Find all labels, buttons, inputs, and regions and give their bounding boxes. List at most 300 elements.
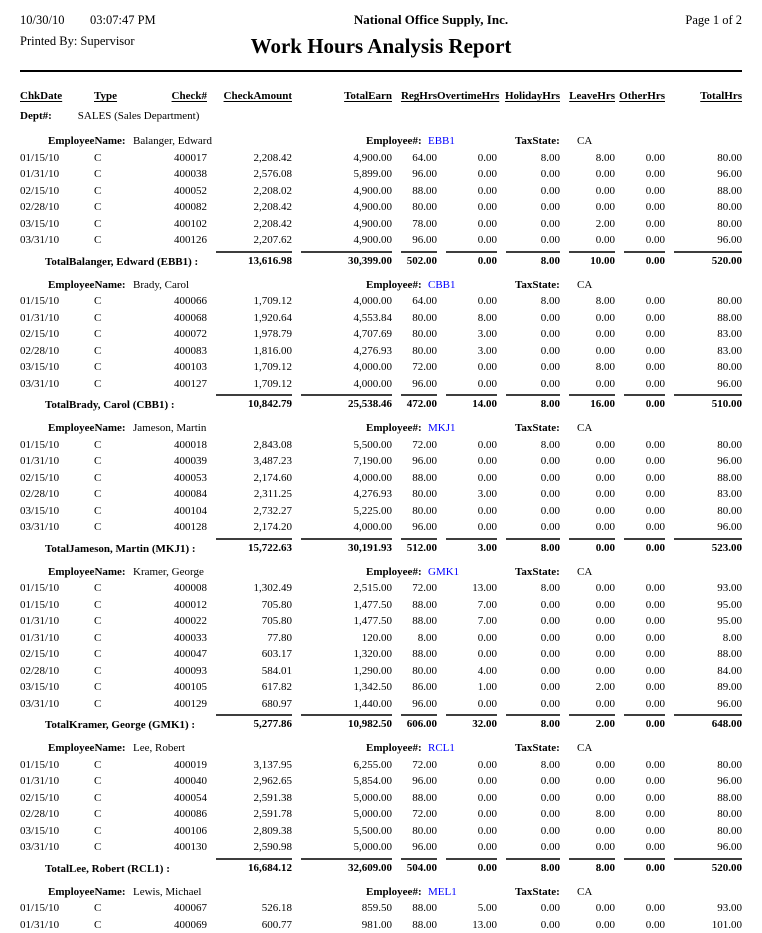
employee-total-label: TotalBrady, Carol (CBB1) : [20,398,207,413]
total-earn-cell: 5,500.00 [292,823,392,840]
holiday-hrs-cell: 0.00 [497,823,560,840]
overtime-hrs-cell: 3.00 [437,326,497,343]
check-amount-cell: 2,590.98 [207,839,292,856]
holiday-hrs-cell: 0.00 [497,806,560,823]
check-number-cell: 400022 [128,613,207,630]
detail-row [20,839,742,856]
total-value: 15,722.63 [216,538,292,556]
type-cell: C [82,663,128,680]
reg-hrs-cell: 80.00 [392,486,437,503]
detail-row [20,823,742,840]
chk-date-cell: 01/15/10 [20,757,82,774]
reg-hrs-cell: 88.00 [392,597,437,614]
check-amount-cell: 1,709.12 [207,359,292,376]
check-number-cell: 400039 [128,453,207,470]
reg-hrs-cell: 86.00 [392,679,437,696]
check-amount-cell: 617.82 [207,679,292,696]
leave-hrs-cell: 0.00 [560,166,615,183]
other-hrs-cell: 0.00 [615,839,665,856]
employee-section [20,277,742,414]
reg-hrs-cell: 72.00 [392,806,437,823]
total-hrs-cell: 93.00 [665,580,742,597]
total-value: 0.00 [624,858,665,876]
leave-hrs-cell: 0.00 [560,613,615,630]
check-number-cell: 400038 [128,166,207,183]
employee-number-label: Employee#: [366,277,422,294]
other-hrs-cell: 0.00 [615,359,665,376]
type-cell: C [82,232,128,249]
type-cell: C [82,646,128,663]
total-earn-cell: 1,320.00 [292,646,392,663]
check-number-cell: 400105 [128,679,207,696]
detail-row [20,343,742,360]
employee-number-label: Employee#: [366,884,422,901]
holiday-hrs-cell: 0.00 [497,199,560,216]
total-total-hrs-cell [665,394,742,413]
check-amount-cell: 3,137.95 [207,757,292,774]
employee-total-row [20,394,742,413]
tax-state-value: CA [577,133,592,150]
total-hrs-cell: 80.00 [665,216,742,233]
check-amount-cell: 2,576.08 [207,166,292,183]
check-number-cell: 400019 [128,757,207,774]
reg-hrs-cell: 80.00 [392,310,437,327]
total-earn-cell: 120.00 [292,630,392,647]
chk-date-cell: 02/15/10 [20,326,82,343]
leave-hrs-cell: 0.00 [560,646,615,663]
detail-row [20,470,742,487]
type-cell: C [82,613,128,630]
other-hrs-cell: 0.00 [615,663,665,680]
holiday-hrs-cell: 0.00 [497,917,560,933]
col-header-reg-hrs: RegHrs [392,87,437,106]
check-amount-cell: 584.01 [207,663,292,680]
overtime-hrs-cell: 0.00 [437,630,497,647]
check-amount-cell: 2,207.62 [207,232,292,249]
overtime-hrs-cell: 0.00 [437,183,497,200]
page-number: Page 1 of 2 [632,13,742,28]
employee-number-link[interactable]: MEL1 [428,884,457,901]
total-value: 512.00 [401,538,437,556]
total-earn-cell: 1,477.50 [292,613,392,630]
overtime-hrs-cell: 0.00 [437,839,497,856]
total-hrs-cell: 83.00 [665,486,742,503]
report-date: 10/30/10 [20,13,90,28]
reg-hrs-cell: 88.00 [392,613,437,630]
reg-hrs-cell: 78.00 [392,216,437,233]
total-earn-cell: 4,900.00 [292,232,392,249]
employee-section [20,740,742,877]
other-hrs-cell: 0.00 [615,199,665,216]
total-hrs-cell: 80.00 [665,757,742,774]
check-amount-cell: 2,809.38 [207,823,292,840]
check-number-cell: 400018 [128,437,207,454]
holiday-hrs-cell: 0.00 [497,663,560,680]
check-amount-cell: 1,709.12 [207,376,292,393]
total-hrs-cell: 80.00 [665,199,742,216]
detail-row [20,376,742,393]
leave-hrs-cell: 8.00 [560,150,615,167]
check-amount-cell: 2,843.08 [207,437,292,454]
total-leave-hrs-cell [560,858,615,877]
total-hrs-cell: 96.00 [665,232,742,249]
total-earn-cell: 981.00 [292,917,392,933]
total-other-hrs-cell [615,251,665,270]
other-hrs-cell: 0.00 [615,166,665,183]
total-holiday-hrs-cell [497,858,560,877]
check-number-cell: 400106 [128,823,207,840]
total-value: 520.00 [674,858,742,876]
type-cell: C [82,823,128,840]
check-number-cell: 400033 [128,630,207,647]
total-hrs-cell: 80.00 [665,293,742,310]
overtime-hrs-cell: 3.00 [437,486,497,503]
col-header-holiday-hrs: HolidayHrs [497,87,560,106]
employee-number-link[interactable]: RCL1 [428,740,455,757]
detail-row [20,806,742,823]
total-hrs-cell: 96.00 [665,839,742,856]
check-number-cell: 400129 [128,696,207,713]
total-hrs-cell: 8.00 [665,630,742,647]
employee-sections [20,133,742,933]
overtime-hrs-cell: 0.00 [437,503,497,520]
dept-label: Dept#: [20,110,52,122]
total-total-hrs-cell [665,251,742,270]
employee-name-label: EmployeeName: [48,420,126,437]
type-cell: C [82,580,128,597]
total-total-earn-cell [292,538,392,557]
company-name: National Office Supply, Inc. [230,12,632,28]
check-number-cell: 400054 [128,790,207,807]
reg-hrs-cell: 80.00 [392,663,437,680]
total-value: 10.00 [569,251,615,269]
holiday-hrs-cell: 0.00 [497,900,560,917]
type-cell: C [82,437,128,454]
leave-hrs-cell: 0.00 [560,183,615,200]
printed-by: Printed By: Supervisor [20,34,135,49]
col-header-overtime-hrs: OvertimeHrs [437,87,497,106]
check-amount-cell: 1,978.79 [207,326,292,343]
holiday-hrs-cell: 0.00 [497,453,560,470]
other-hrs-cell: 0.00 [615,580,665,597]
check-number-cell: 400068 [128,310,207,327]
total-hrs-cell: 80.00 [665,806,742,823]
total-holiday-hrs-cell [497,714,560,733]
col-header-other-hrs: OtherHrs [615,87,665,106]
report-title: Work Hours Analysis Report [20,34,742,59]
other-hrs-cell: 0.00 [615,470,665,487]
total-hrs-cell: 80.00 [665,503,742,520]
check-amount-cell: 2,591.78 [207,806,292,823]
reg-hrs-cell: 96.00 [392,839,437,856]
chk-date-cell: 01/15/10 [20,900,82,917]
employee-header-row [20,564,742,581]
type-cell: C [82,326,128,343]
other-hrs-cell: 0.00 [615,216,665,233]
other-hrs-cell: 0.00 [615,376,665,393]
reg-hrs-cell: 64.00 [392,293,437,310]
total-value: 25,538.46 [301,394,392,412]
chk-date-cell: 03/15/10 [20,359,82,376]
total-value: 472.00 [401,394,437,412]
tax-state-value: CA [577,740,592,757]
total-earn-cell: 5,000.00 [292,806,392,823]
chk-date-cell: 02/28/10 [20,343,82,360]
reg-hrs-cell: 96.00 [392,519,437,536]
detail-row [20,326,742,343]
chk-date-cell: 03/31/10 [20,376,82,393]
reg-hrs-cell: 72.00 [392,437,437,454]
detail-row [20,663,742,680]
overtime-hrs-cell: 0.00 [437,470,497,487]
check-amount-cell: 3,487.23 [207,453,292,470]
check-amount-cell: 705.80 [207,597,292,614]
tax-state-label: TaxState: [515,277,560,294]
reg-hrs-cell: 80.00 [392,503,437,520]
detail-row [20,630,742,647]
col-header-total-earn: TotalEarn [292,87,392,106]
leave-hrs-cell: 2.00 [560,216,615,233]
check-amount-cell: 2,174.60 [207,470,292,487]
employee-number-link[interactable]: MKJ1 [428,420,456,437]
type-cell: C [82,757,128,774]
total-hrs-cell: 93.00 [665,900,742,917]
holiday-hrs-cell: 0.00 [497,597,560,614]
total-value: 8.00 [506,394,560,412]
check-number-cell: 400067 [128,900,207,917]
total-reg-hrs-cell [392,538,437,557]
holiday-hrs-cell: 0.00 [497,359,560,376]
chk-date-cell: 03/15/10 [20,503,82,520]
overtime-hrs-cell: 13.00 [437,580,497,597]
other-hrs-cell: 0.00 [615,150,665,167]
type-cell: C [82,519,128,536]
employee-number-label: Employee#: [366,740,422,757]
other-hrs-cell: 0.00 [615,437,665,454]
type-cell: C [82,806,128,823]
total-reg-hrs-cell [392,714,437,733]
check-amount-cell: 2,208.02 [207,183,292,200]
employee-header-row [20,884,742,901]
employee-name-value: Lewis, Michael [133,884,201,901]
check-number-cell: 400047 [128,646,207,663]
chk-date-cell: 03/31/10 [20,696,82,713]
total-value: 32.00 [446,714,497,732]
detail-row [20,613,742,630]
holiday-hrs-cell: 0.00 [497,326,560,343]
total-hrs-cell: 96.00 [665,453,742,470]
type-cell: C [82,503,128,520]
detail-row [20,453,742,470]
employee-total-label: TotalBalanger, Edward (EBB1) : [20,255,207,270]
total-total-earn-cell [292,858,392,877]
holiday-hrs-cell: 0.00 [497,183,560,200]
detail-row [20,183,742,200]
detail-row [20,900,742,917]
total-hrs-cell: 95.00 [665,597,742,614]
reg-hrs-cell: 88.00 [392,470,437,487]
reg-hrs-cell: 72.00 [392,757,437,774]
employee-number-link[interactable]: CBB1 [428,277,456,294]
overtime-hrs-cell: 0.00 [437,359,497,376]
total-holiday-hrs-cell [497,538,560,557]
detail-row [20,773,742,790]
overtime-hrs-cell: 3.00 [437,343,497,360]
type-cell: C [82,343,128,360]
leave-hrs-cell: 0.00 [560,519,615,536]
chk-date-cell: 02/28/10 [20,486,82,503]
detail-row [20,293,742,310]
type-cell: C [82,900,128,917]
column-header-row [20,87,742,106]
leave-hrs-cell: 0.00 [560,232,615,249]
holiday-hrs-cell: 0.00 [497,696,560,713]
employee-total-row [20,858,742,877]
total-value: 16.00 [569,394,615,412]
type-cell: C [82,917,128,933]
employee-name-value: Jameson, Martin [133,420,206,437]
holiday-hrs-cell: 0.00 [497,343,560,360]
check-number-cell: 400093 [128,663,207,680]
total-leave-hrs-cell [560,394,615,413]
total-value: 8.00 [569,858,615,876]
total-value: 648.00 [674,714,742,732]
check-amount-cell: 680.97 [207,696,292,713]
other-hrs-cell: 0.00 [615,900,665,917]
detail-row [20,359,742,376]
leave-hrs-cell: 0.00 [560,597,615,614]
total-overtime-hrs-cell [437,538,497,557]
check-number-cell: 400104 [128,503,207,520]
total-value: 520.00 [674,251,742,269]
holiday-hrs-cell: 8.00 [497,293,560,310]
other-hrs-cell: 0.00 [615,696,665,713]
chk-date-cell: 03/15/10 [20,823,82,840]
type-cell: C [82,166,128,183]
total-value: 8.00 [506,251,560,269]
report-time: 03:07:47 PM [90,13,156,28]
chk-date-cell: 01/15/10 [20,597,82,614]
holiday-hrs-cell: 8.00 [497,580,560,597]
total-value: 606.00 [401,714,437,732]
check-number-cell: 400086 [128,806,207,823]
detail-row [20,503,742,520]
detail-row [20,310,742,327]
total-overtime-hrs-cell [437,858,497,877]
total-hrs-cell: 95.00 [665,613,742,630]
other-hrs-cell: 0.00 [615,630,665,647]
total-earn-cell: 1,290.00 [292,663,392,680]
check-amount-cell: 600.77 [207,917,292,933]
check-amount-cell: 2,591.38 [207,790,292,807]
leave-hrs-cell: 0.00 [560,343,615,360]
leave-hrs-cell: 0.00 [560,486,615,503]
chk-date-cell: 01/31/10 [20,453,82,470]
total-earn-cell: 2,515.00 [292,580,392,597]
reg-hrs-cell: 80.00 [392,343,437,360]
leave-hrs-cell: 0.00 [560,580,615,597]
overtime-hrs-cell: 0.00 [437,232,497,249]
employee-total-row [20,714,742,733]
overtime-hrs-cell: 1.00 [437,679,497,696]
check-amount-cell: 1,709.12 [207,293,292,310]
other-hrs-cell: 0.00 [615,453,665,470]
total-total-hrs-cell [665,538,742,557]
chk-date-cell: 03/15/10 [20,679,82,696]
tax-state-value: CA [577,564,592,581]
detail-row [20,580,742,597]
detail-row [20,216,742,233]
employee-section [20,564,742,734]
holiday-hrs-cell: 0.00 [497,519,560,536]
total-hrs-cell: 96.00 [665,773,742,790]
chk-date-cell: 01/31/10 [20,630,82,647]
page-header-row [20,12,742,32]
check-amount-cell: 1,302.49 [207,580,292,597]
holiday-hrs-cell: 0.00 [497,646,560,663]
check-number-cell: 400017 [128,150,207,167]
total-check-amount-cell [207,714,292,733]
total-earn-cell: 1,440.00 [292,696,392,713]
total-hrs-cell: 88.00 [665,310,742,327]
holiday-hrs-cell: 0.00 [497,310,560,327]
check-number-cell: 400053 [128,470,207,487]
total-total-hrs-cell [665,714,742,733]
total-check-amount-cell [207,858,292,877]
check-number-cell: 400128 [128,519,207,536]
col-header-chk-date: ChkDate [20,87,82,106]
detail-row [20,166,742,183]
leave-hrs-cell: 0.00 [560,900,615,917]
total-earn-cell: 859.50 [292,900,392,917]
total-value: 16,684.12 [216,858,292,876]
check-amount-cell: 77.80 [207,630,292,647]
chk-date-cell: 01/31/10 [20,773,82,790]
employee-section [20,133,742,270]
holiday-hrs-cell: 0.00 [497,470,560,487]
reg-hrs-cell: 80.00 [392,326,437,343]
dept-value: SALES (Sales Department) [78,110,200,122]
overtime-hrs-cell: 0.00 [437,437,497,454]
other-hrs-cell: 0.00 [615,806,665,823]
other-hrs-cell: 0.00 [615,773,665,790]
check-amount-cell: 1,816.00 [207,343,292,360]
leave-hrs-cell: 0.00 [560,839,615,856]
reg-hrs-cell: 88.00 [392,917,437,933]
leave-hrs-cell: 0.00 [560,773,615,790]
detail-row [20,199,742,216]
employee-number-link[interactable]: GMK1 [428,564,459,581]
overtime-hrs-cell: 0.00 [437,199,497,216]
overtime-hrs-cell: 0.00 [437,166,497,183]
holiday-hrs-cell: 0.00 [497,503,560,520]
holiday-hrs-cell: 8.00 [497,150,560,167]
employee-number-link[interactable]: EBB1 [428,133,455,150]
type-cell: C [82,470,128,487]
title-row [20,32,742,64]
reg-hrs-cell: 96.00 [392,376,437,393]
check-amount-cell: 1,920.64 [207,310,292,327]
total-value: 0.00 [446,858,497,876]
total-hrs-cell: 89.00 [665,679,742,696]
check-number-cell: 400008 [128,580,207,597]
total-other-hrs-cell [615,538,665,557]
total-earn-cell: 5,899.00 [292,166,392,183]
check-number-cell: 400130 [128,839,207,856]
overtime-hrs-cell: 0.00 [437,806,497,823]
total-value: 0.00 [569,538,615,556]
reg-hrs-cell: 96.00 [392,232,437,249]
